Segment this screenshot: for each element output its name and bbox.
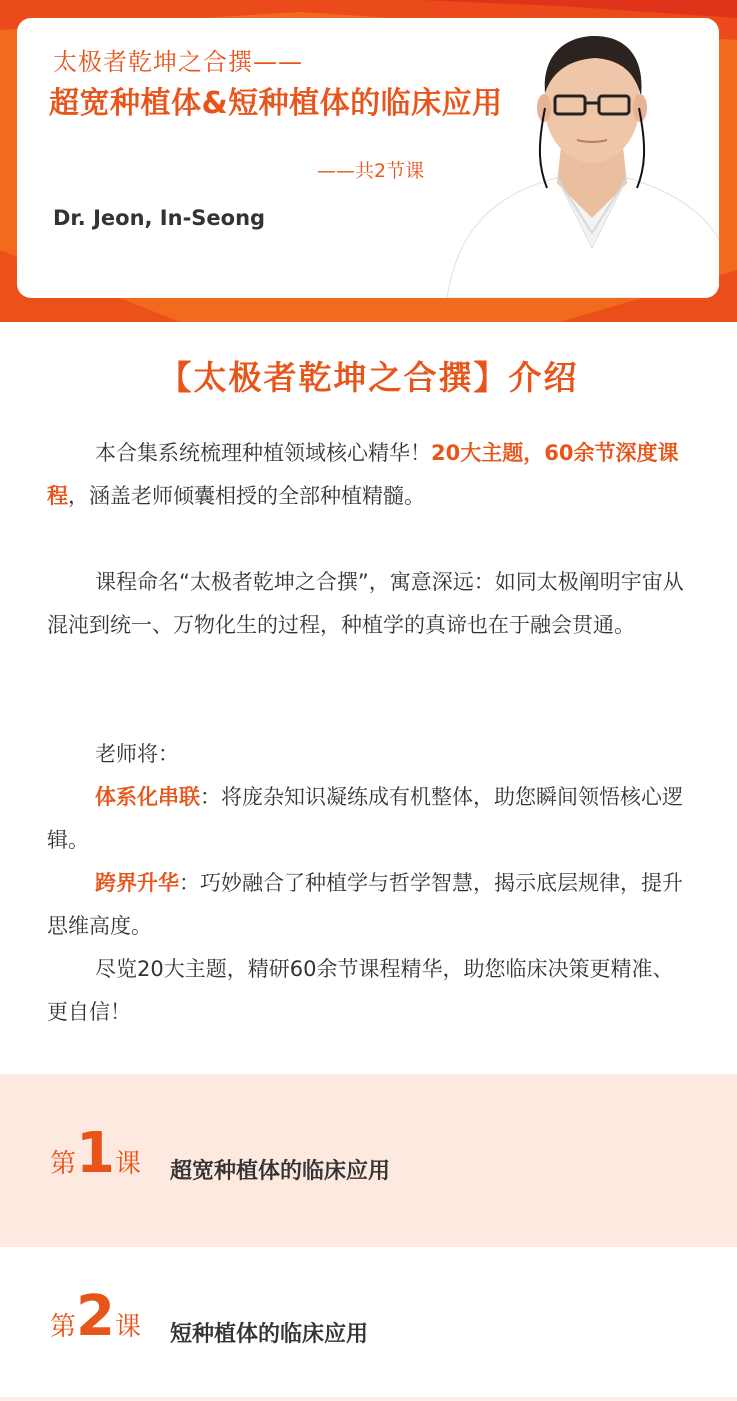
point-1-text: ：将庞杂知识凝练成有机整体，助您瞬间领悟核心逻辑。 bbox=[47, 785, 683, 852]
closing-text: 尽览20大主题，精研60余节课程精华，助您临床决策更精准、更自信！ bbox=[47, 957, 674, 1024]
closing-line bbox=[47, 948, 692, 1034]
lesson-suffix: 课 bbox=[114, 1149, 141, 1179]
lesson-number bbox=[50, 1284, 141, 1349]
lesson-suffix: 课 bbox=[114, 1312, 141, 1342]
p2-text: 课程命名“太极者乾坤之合撰”，寓意深远：如同太极阐明宇宙从混沌到统一、万物化生的过程，种植学的真谛也在于融会贯通。 bbox=[47, 570, 684, 637]
banner-card bbox=[17, 18, 719, 298]
lesson-prefix: 第 bbox=[50, 1312, 77, 1342]
lesson-item-2[interactable] bbox=[0, 1247, 737, 1401]
point-1-label: 体系化串联 bbox=[95, 785, 200, 809]
p1-text-a: 本合集系统梳理种植领域核心精华！ bbox=[95, 441, 431, 465]
course-title: 超宽种植体&短种植体的临床应用 bbox=[49, 86, 503, 121]
lesson-number-value: 1 bbox=[76, 1121, 115, 1186]
point-2-text: ：巧妙融合了种植学与哲学智慧，揭示底层规律，提升思维高度。 bbox=[47, 871, 683, 938]
lesson-count: ——共2节课 bbox=[317, 160, 425, 182]
intro-paragraph-2 bbox=[47, 561, 692, 647]
lesson-prefix: 第 bbox=[50, 1149, 77, 1179]
p1-text-b: ，涵盖老师倾囊相授的全部种植精髓。 bbox=[68, 484, 425, 508]
intro-heading: 【太极者乾坤之合撰】介绍 bbox=[158, 358, 579, 397]
course-banner bbox=[0, 0, 737, 322]
lesson-number-value: 2 bbox=[76, 1284, 115, 1349]
point-1 bbox=[47, 776, 692, 862]
p3-lead-line bbox=[47, 733, 692, 776]
lesson-item-1[interactable] bbox=[0, 1074, 737, 1247]
intro-paragraph-3 bbox=[47, 733, 692, 1034]
series-subtitle: 太极者乾坤之合撰—— bbox=[53, 48, 303, 76]
doctor-name: Dr. Jeon, In-Seong bbox=[53, 206, 266, 230]
lesson-number bbox=[50, 1121, 141, 1186]
lesson-title: 短种植体的临床应用 bbox=[170, 1322, 369, 1347]
point-2-label: 跨界升华 bbox=[95, 871, 179, 895]
point-2 bbox=[47, 862, 692, 948]
p3-lead: 老师将： bbox=[95, 742, 179, 766]
p1-highlight: 20大主题，60余节深度课程 bbox=[47, 441, 679, 508]
doctor-portrait bbox=[427, 18, 719, 298]
lesson-title: 超宽种植体的临床应用 bbox=[170, 1159, 391, 1184]
intro-paragraph-1 bbox=[47, 432, 692, 518]
